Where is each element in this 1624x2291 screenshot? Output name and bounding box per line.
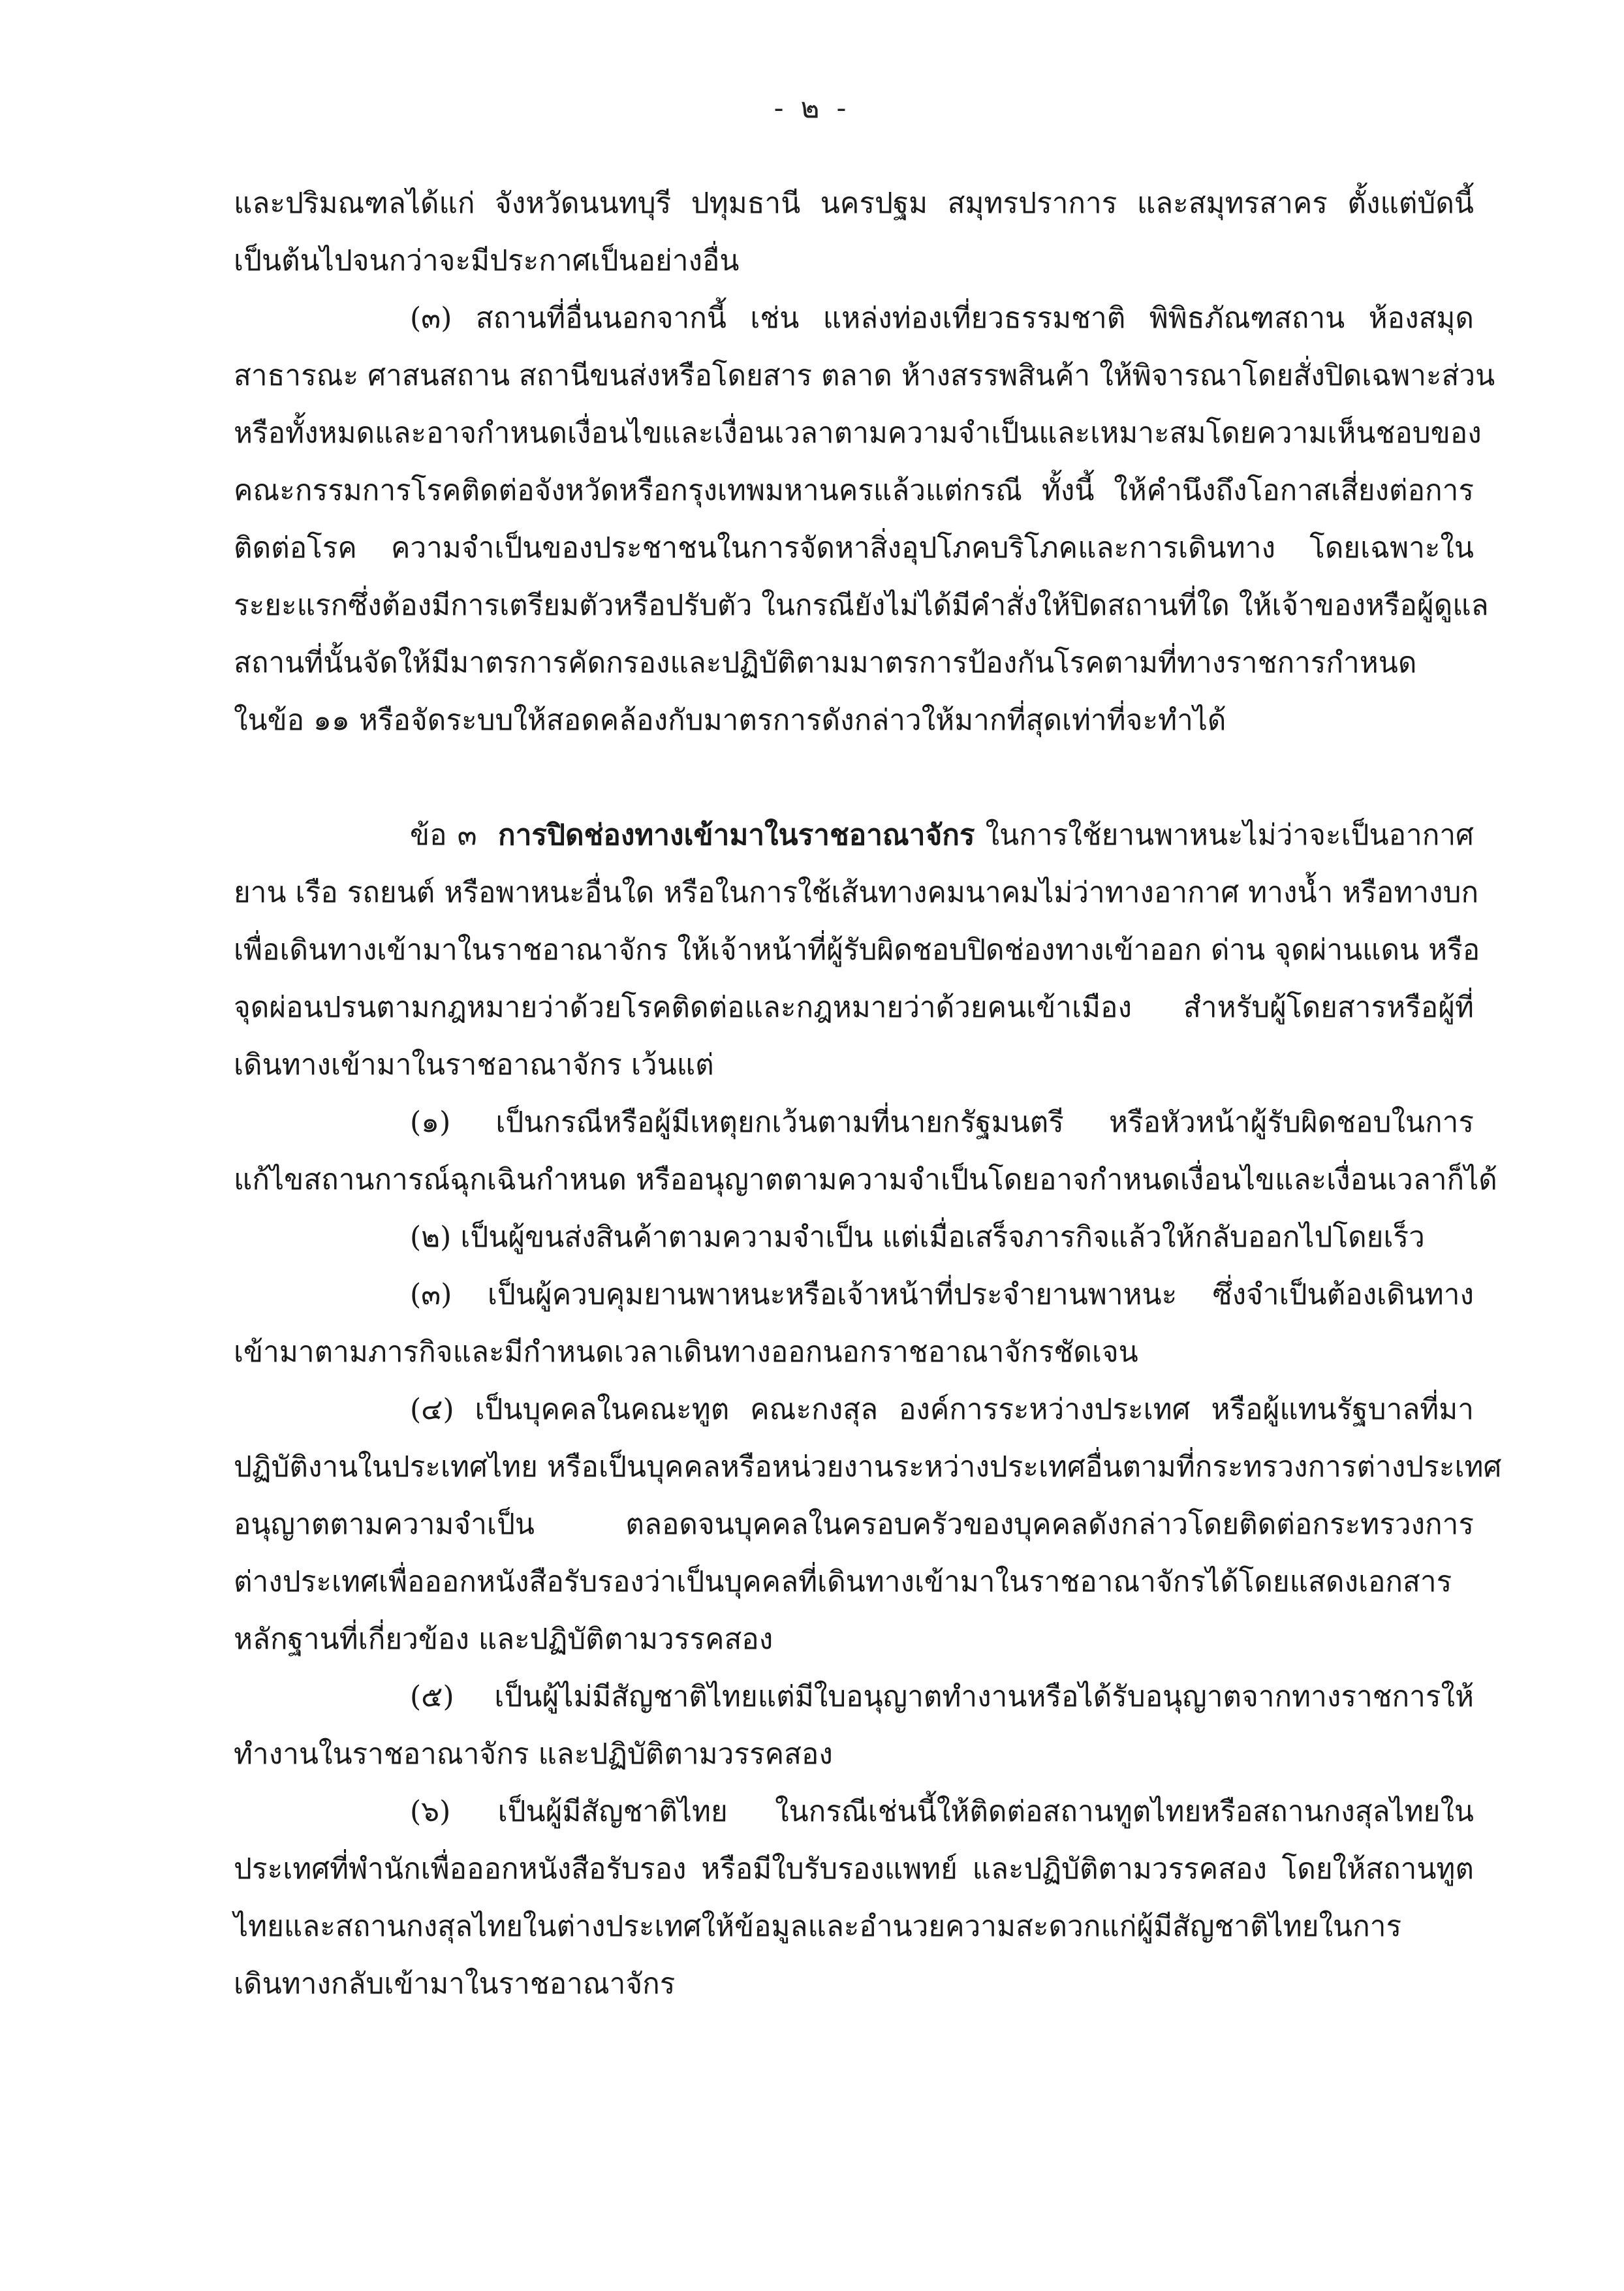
- paragraph-line: แก้ไขสถานการณ์ฉุกเฉินกำหนด หรืออนุญาตตามความจำเป็นโดยอาจกำหนดเงื่อนไขและเงื่อนเวลาก็ได้: [234, 1163, 1497, 1196]
- section-heading-rest: ในการใช้ยานพาหนะไม่ว่าจะเป็นอากาศ: [985, 818, 1474, 852]
- list-item-first-line: (๓) สถานที่อื่นนอกจากนี้ เช่น แหล่งท่องเที่ยวธรรมชาติ พิพิธภัณฑสถาน ห้องสมุด: [410, 302, 1474, 335]
- paragraph-line: ประเทศที่พำนักเพื่อออกหนังสือรับรอง หรือมีใบรับรองแพทย์ และปฏิบัติตามวรรคสอง โดยให้สถานทูต: [234, 1852, 1474, 1886]
- section-title: การปิดช่องทางเข้ามาในราชอาณาจักร: [498, 818, 975, 852]
- paragraph-line: สถานที่นั้นจัดให้มีมาตรการคัดกรองและปฏิบัติตามมาตรการป้องกันโรคตามที่ทางราชการกำหนด: [234, 646, 1417, 679]
- paragraph-line: เดินทางกลับเข้ามาในราชอาณาจักร: [234, 1967, 676, 2001]
- paragraph-line: ระยะแรกซึ่งต้องมีการเตรียมตัวหรือปรับตัว ในกรณียังไม่ได้มีคำสั่งให้ปิดสถานที่ใด ให้เจ้าของหรือผู้ดูแล: [234, 589, 1489, 622]
- paragraph-line: ปฏิบัติงานในประเทศไทย หรือเป็นบุคคลหรือหน่วยงานระหว่างประเทศอื่นตามที่กระทรวงการต่างประเทศ: [234, 1450, 1502, 1484]
- paragraph-line: สาธารณะ ศาสนสถาน สถานีขนส่งหรือโดยสาร ตลาด ห้างสรรพสินค้า ให้พิจารณาโดยสั่งปิดเฉพาะส่วน: [234, 359, 1495, 392]
- list-item-first-line: (๖) เป็นผู้มีสัญชาติไทย ในกรณีเช่นนี้ให้ติดต่อสถานทูตไทยหรือสถานกงสุลไทยใน: [410, 1795, 1474, 1828]
- paragraph-line: หรือทั้งหมดและอาจกำหนดเงื่อนไขและเงื่อนเวลาตามความจำเป็นและเหมาะสมโดยความเห็นชอบของ: [234, 416, 1482, 450]
- paragraph-line: อนุญาตตามความจำเป็น ตลอดจนบุคคลในครอบครัวของบุคคลดังกล่าวโดยติดต่อกระทรวงการ: [234, 1508, 1474, 1541]
- list-item-first-line: (๑) เป็นกรณีหรือผู้มีเหตุยกเว้นตามที่นายกรัฐมนตรี หรือหัวหน้าผู้รับผิดชอบในการ: [410, 1106, 1474, 1139]
- paragraph-line: เข้ามาตามภารกิจและมีกำหนดเวลาเดินทางออกนอกราชอาณาจักรชัดเจน: [234, 1335, 1138, 1369]
- section-heading-line: [234, 807, 1474, 864]
- paragraph-line: คณะกรรมการโรคติดต่อจังหวัดหรือกรุงเทพมหานครแล้วแต่กรณี ทั้งนี้ ให้คำนึงถึงโอกาสเสี่ยงต่อการ: [234, 474, 1474, 507]
- list-item-first-line: (๒) เป็นผู้ขนส่งสินค้าตามความจำเป็น แต่เมื่อเสร็จภารกิจแล้วให้กลับออกไปโดยเร็ว: [410, 1221, 1425, 1254]
- list-item-first-line: (๔) เป็นบุคคลในคณะทูต คณะกงสุล องค์การระหว่างประเทศ หรือผู้แทนรัฐบาลที่มา: [410, 1393, 1474, 1426]
- page-number: - ๒ -: [773, 91, 851, 125]
- paragraph-line: ทำงานในราชอาณาจักร และปฏิบัติตามวรรคสอง: [234, 1738, 833, 1771]
- document-body: [234, 175, 1502, 2013]
- paragraph-line: เป็นต้นไปจนกว่าจะมีประกาศเป็นอย่างอื่น: [234, 244, 740, 277]
- paragraph-line: เพื่อเดินทางเข้ามาในราชอาณาจักร ให้เจ้าหน้าที่ผู้รับผิดชอบปิดช่องทางเข้าออก ด่าน จุดผ่านแดน หรือ: [234, 933, 1480, 967]
- paragraph-line: จุดผ่อนปรนตามกฎหมายว่าด้วยโรคติดต่อและกฎหมายว่าด้วยคนเข้าเมือง สำหรับผู้โดยสารหรือผู้ที่: [234, 991, 1474, 1024]
- paragraph-line: ติดต่อโรค ความจำเป็นของประชาชนในการจัดหาสิ่งอุปโภคบริโภคและการเดินทาง โดยเฉพาะใน: [234, 531, 1474, 565]
- section-gap: [234, 749, 1474, 807]
- list-item-first-line: (๕) เป็นผู้ไม่มีสัญชาติไทยแต่มีใบอนุญาตทำงานหรือได้รับอนุญาตจากทางราชการให้: [410, 1680, 1474, 1713]
- paragraph-line: ไทยและสถานกงสุลไทยในต่างประเทศให้ข้อมูลและอำนวยความสะดวกแก่ผู้มีสัญชาติไทยในการ: [234, 1910, 1402, 1943]
- paragraph-line: ในข้อ ๑๑ หรือจัดระบบให้สอดคล้องกับมาตรการดังกล่าวให้มากที่สุดเท่าที่จะทำได้: [234, 704, 1226, 737]
- list-item-first-line: (๓) เป็นผู้ควบคุมยานพาหนะหรือเจ้าหน้าที่ประจำยานพาหนะ ซึ่งจำเป็นต้องเดินทาง: [410, 1278, 1474, 1311]
- paragraph-line: เดินทางเข้ามาในราชอาณาจักร เว้นแต่: [234, 1048, 714, 1082]
- paragraph-line: หลักฐานที่เกี่ยวข้อง และปฏิบัติตามวรรคสอง: [234, 1623, 773, 1656]
- paragraph-line: ยาน เรือ รถยนต์ หรือพาหนะอื่นใด หรือในการใช้เส้นทางคมนาคมไม่ว่าทางอากาศ ทางน้ำ หรือทางบก: [234, 876, 1479, 909]
- paragraph-line: ต่างประเทศเพื่อออกหนังสือรับรองว่าเป็นบุคคลที่เดินทางเข้ามาในราชอาณาจักรได้โดยแสดงเอกสาร: [234, 1565, 1452, 1598]
- section-number: ข้อ ๓: [410, 818, 477, 852]
- paragraph-line: และปริมณฑลได้แก่ จังหวัดนนทบุรี ปทุมธานี นครปฐม สมุทรปราการ และสมุทรสาคร ตั้งแต่บัดนี้: [234, 187, 1474, 220]
